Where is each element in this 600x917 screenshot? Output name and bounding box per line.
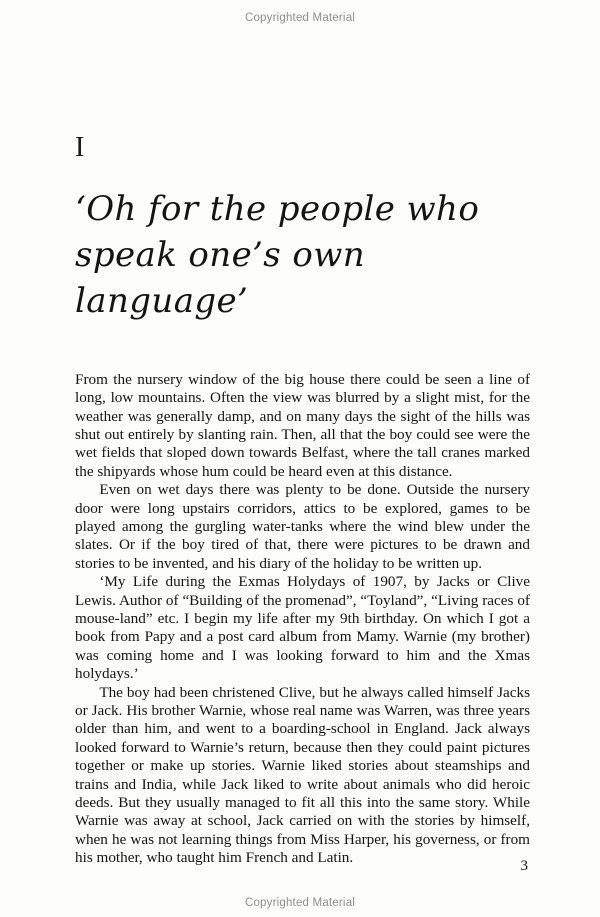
page-content xyxy=(75,0,530,868)
chapter-number: I xyxy=(75,132,85,163)
chapter-title xyxy=(75,186,530,325)
page-number: 3 xyxy=(520,858,528,874)
paragraph: Even on wet days there was plenty to be done. Outside the nursery door were long upstairs corridors, attics to be explored, games to be played among the gurgling water-tanks where the wind blew under the slates. Or if the boy tired of that, there were pictures to be drawn and stories to be invented, and his diary of the holiday to be written up. xyxy=(75,481,530,572)
paragraph: From the nursery window of the big house there could be seen a line of long, low mountains. Often the view was blurred by a slight mist, for the weather was generally damp, and on many days the sight of the hills was shut out entirely by slanting rain. Then, all that the boy could see were the wet fields that sloped down towards Belfast, where the tall cranes marked the shipyards whose hum could be heard even at this distance. xyxy=(75,370,530,480)
body-text xyxy=(75,371,530,868)
chapter-title-line2: speak one’s own language’ xyxy=(75,235,366,322)
paragraph-diary-quote: ‘My Life during the Exmas Holydays of 1907, by Jacks or Clive Lewis. Author of “Building of the promenad”, “Toyland”, “Living races of mouse-land” etc. I begin my life after my 9th birthday. On which I got a book from Papy and a post card album from Mamy. Warnie (my brother) was coming home and I was looking forward to him and the Xmas holydays.’ xyxy=(75,573,530,683)
chapter-title-line1: ‘Oh for the people who xyxy=(75,189,480,229)
paragraph: The boy had been christened Clive, but he always called himself Jacks or Jack. His brother Warnie, whose real name was Warren, was three years older than him, and went to a boarding-school in England. Jack always looked forward to Warnie’s return, because then they could paint pictures together or make up stories. Warnie liked stories about steamships and trains and India, while Jack liked to write about animals who did heroic deeds. But they usually managed to fit all this into the same story. While Warnie was away at school, Jack carried on with the stories by himself, when he was not learning things from Miss Harper, his governess, or from his mother, who taught him French and Latin. xyxy=(75,683,530,867)
copyright-notice-bottom: Copyrighted Material xyxy=(244,897,356,909)
copyright-notice-top: Copyrighted Material xyxy=(244,12,356,24)
